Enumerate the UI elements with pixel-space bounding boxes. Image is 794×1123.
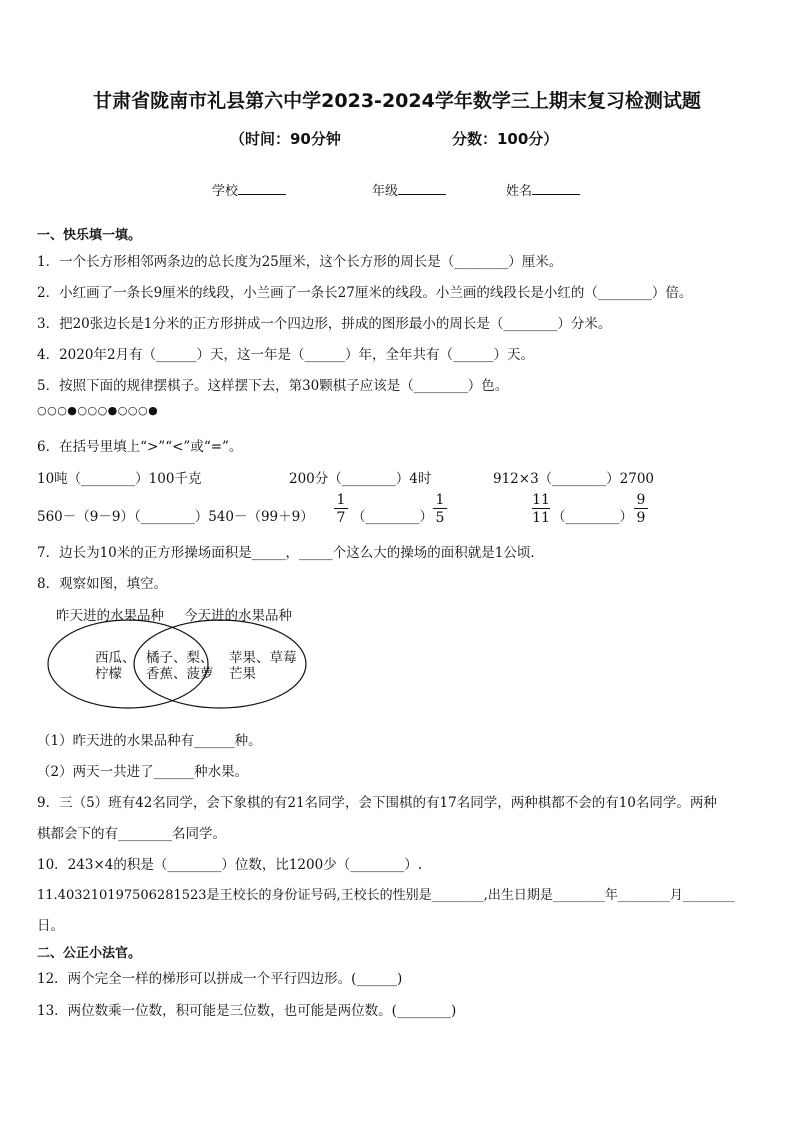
question-9-line-2: 棋都会下的有________名同学。 <box>37 826 226 842</box>
question-8-part-1: （1）昨天进的水果品种有______种。 <box>37 733 262 749</box>
name-blank[interactable] <box>532 182 580 195</box>
compare-blank-1: （________） <box>352 509 433 525</box>
name-label: 姓名 <box>506 184 533 199</box>
section-2-heading: 二、公正小法官。 <box>37 946 142 961</box>
venn-left-label: 昨天进的水果品种 <box>56 608 164 624</box>
fraction-nine-ninths <box>634 492 648 527</box>
venn-middle-item-1: 橘子、梨、 <box>146 650 214 666</box>
venn-middle-item-2: 香蕉、菠萝 <box>146 666 214 682</box>
question-8: 8．观察如图，填空。 <box>37 576 168 592</box>
fraction-denominator: 11 <box>532 510 550 526</box>
grade-blank[interactable] <box>398 182 446 195</box>
venn-left-item-1: 西瓜、 <box>95 650 136 666</box>
venn-right-item-2: 芒果 <box>229 666 256 682</box>
question-6-item-1: 10吨（________）100千克 <box>37 471 202 487</box>
question-3: 3．把20张边长是1分米的正方形拼成一个四边形，拼成的图形最小的周长是（________）分米。 <box>37 316 612 332</box>
fraction-numerator: 1 <box>433 492 447 509</box>
fraction-denominator: 7 <box>336 510 346 526</box>
question-6-item-2: 200分（________）4时 <box>289 471 432 487</box>
fraction-one-fifth <box>433 492 447 527</box>
school-blank[interactable] <box>238 182 286 195</box>
compare-blank-2: （________） <box>552 509 633 525</box>
question-11-line-1: 11.403210197506281523是王校长的身份证号码,王校长的性别是________,出生日期是________年________月________ <box>37 888 735 903</box>
question-9-line-1: 9．三（5）班有42名同学，会下象棋的有21名同学，会下围棋的有17名同学，两种棋都不会的有10名同学。两种 <box>37 795 717 811</box>
question-7: 7．边长为10米的正方形操场面积是_____，_____个这么大的操场的面积就是1公顷． <box>37 545 544 561</box>
grade-field <box>372 180 446 199</box>
question-6-item-3: 912×3（________）2700 <box>493 471 655 487</box>
question-4: 4．2020年2月有（______）天，这一年是（______）年，全年共有（______）天。 <box>37 347 535 363</box>
question-13: 13．两位数乘一位数，积可能是三位数，也可能是两位数。(________) <box>37 1003 457 1019</box>
fraction-numerator: 9 <box>634 492 648 509</box>
exam-time: （时间：90分钟 <box>230 130 341 148</box>
fraction-numerator: 1 <box>334 492 348 509</box>
venn-right-label: 今天进的水果品种 <box>184 608 292 624</box>
question-2: 2．小红画了一条长9厘米的线段，小兰画了一条长27厘米的线段。小兰画的线段长是小红的（________）倍。 <box>37 285 693 301</box>
question-11-line-2: 日。 <box>37 918 64 934</box>
question-8-part-2: （2）两天一共进了______种水果。 <box>37 764 249 780</box>
question-6-item-4: 560－（9－9）（________）540－（99＋9） <box>37 509 314 525</box>
school-field <box>212 180 286 199</box>
question-12: 12．两个完全一样的梯形可以拼成一个平行四边形。(______) <box>37 971 403 987</box>
question-1: 1．一个长方形相邻两条边的总长度为25厘米，这个长方形的周长是（________）厘米。 <box>37 254 563 270</box>
fraction-denominator: 9 <box>636 510 646 526</box>
venn-right-item-1: 苹果、草莓 <box>229 650 297 666</box>
fraction-one-seventh <box>334 492 348 527</box>
chess-pattern: ○○○●○○○●○○○● <box>37 404 159 417</box>
fraction-numerator: 11 <box>532 492 550 508</box>
question-6: 6．在括号里填上“>”“<”或“=”。 <box>37 439 243 455</box>
venn-left-item-2: 柠檬 <box>95 666 122 682</box>
fraction-denominator: 5 <box>435 510 445 526</box>
exam-score: 分数：100分） <box>452 130 559 148</box>
fraction-eleven-elevenths <box>532 492 550 527</box>
page-title: 甘肃省陇南市礼县第六中学2023-2024学年数学三上期末复习检测试题 <box>93 90 701 112</box>
school-label: 学校 <box>212 184 239 199</box>
grade-label: 年级 <box>372 184 399 199</box>
section-1-heading: 一、快乐填一填。 <box>37 228 142 243</box>
question-5: 5．按照下面的规律摆棋子。这样摆下去，第30颗棋子应该是（________）色。 <box>37 378 509 394</box>
name-field <box>506 180 580 199</box>
question-10: 10．243×4的积是（________）位数，比1200少（________）. <box>37 857 422 873</box>
